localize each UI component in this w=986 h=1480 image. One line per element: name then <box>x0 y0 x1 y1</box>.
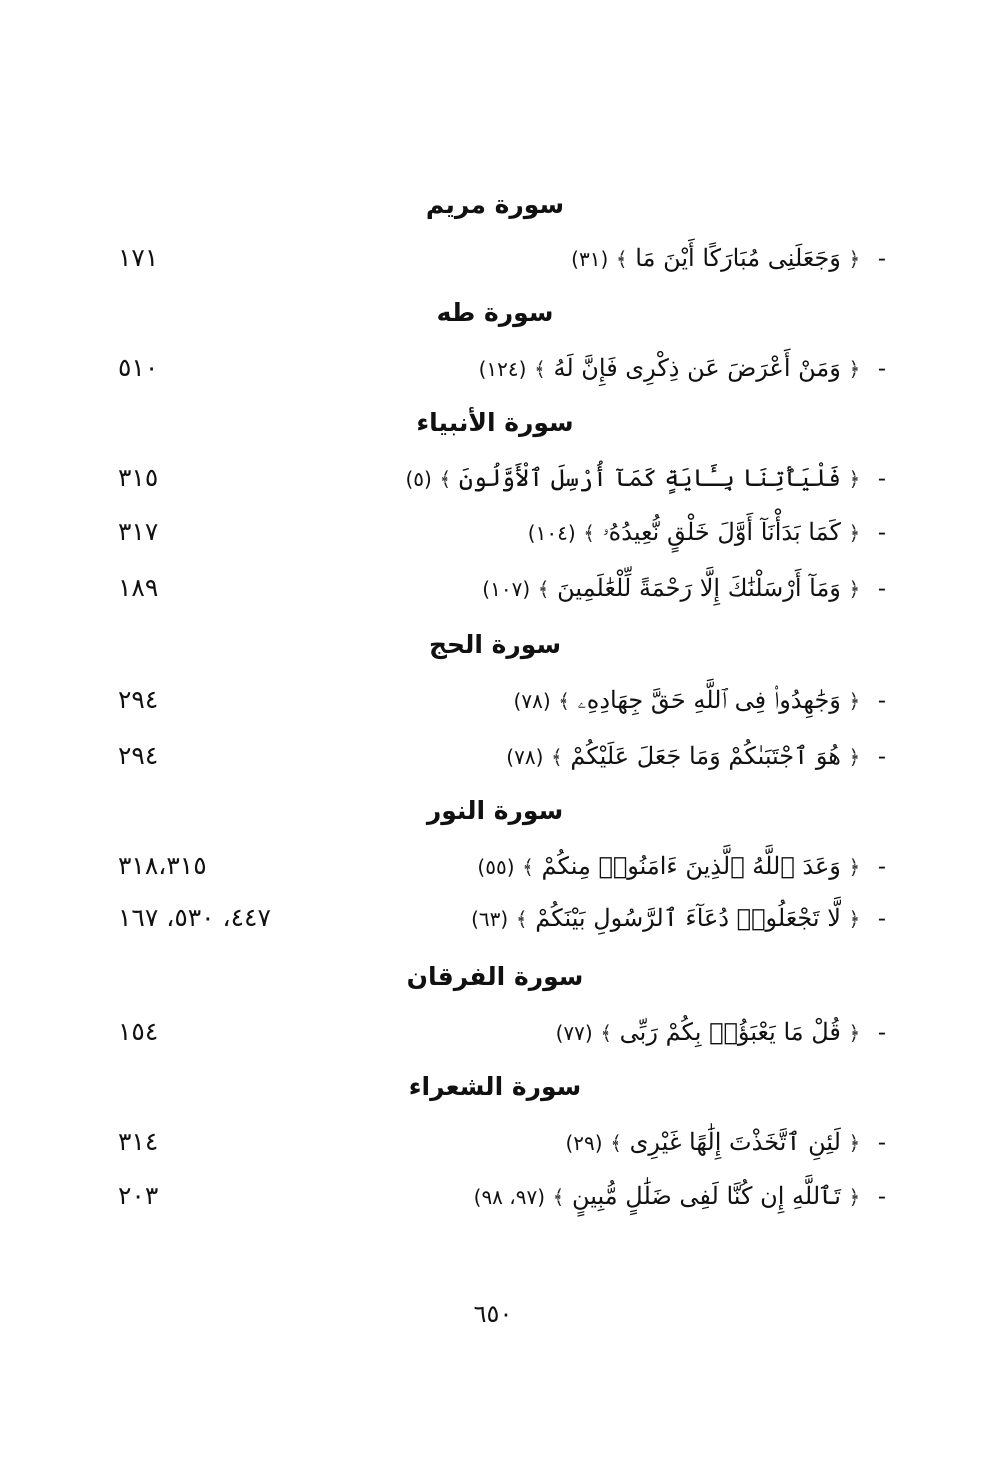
index-entry <box>100 510 886 554</box>
verse-quote <box>479 346 886 391</box>
section-heading-anbiya: سورة الأنبياء <box>416 408 574 437</box>
index-entry <box>100 896 886 940</box>
open-bracket-ornament: ﴿ <box>848 247 861 271</box>
ayah-number: (١٠٧) <box>482 577 531 601</box>
page-references: ١٥٤ <box>118 1017 159 1046</box>
verse-quote <box>565 1120 886 1165</box>
page-number: ٦٥٠ <box>473 1300 513 1328</box>
open-bracket-ornament: ﴿ <box>848 357 861 381</box>
verse-text: لَئِنِ ٱتَّخَذْتَ إِلَٰهًا غَيْرِى <box>629 1128 841 1156</box>
close-bracket-ornament: ﴾ <box>551 745 563 769</box>
verse-text: قُلْ مَا يَعْبَؤُا۟ بِكُمْ رَبِّى <box>619 1018 841 1046</box>
section-heading-furqan: سورة الفرقان <box>406 962 584 991</box>
verse-quote <box>514 678 886 723</box>
page-references: ٢٩٤ <box>118 685 159 714</box>
page-references: ٢٩٤ <box>118 741 159 770</box>
index-entry <box>100 734 886 778</box>
index-entry <box>100 566 886 610</box>
index-entry <box>100 1174 886 1218</box>
open-bracket-ornament: ﴿ <box>848 1185 861 1209</box>
list-dash: - <box>877 574 886 602</box>
verse-quote <box>471 896 886 941</box>
index-entry <box>100 1120 886 1164</box>
open-bracket-ornament: ﴿ <box>848 521 861 545</box>
open-bracket-ornament: ﴿ <box>848 907 861 931</box>
verse-quote <box>474 1174 886 1219</box>
close-bracket-ornament: ﴾ <box>534 357 546 381</box>
section-heading-taha: سورة طه <box>436 298 554 327</box>
verse-quote <box>477 844 886 889</box>
ayah-number: (٢٩) <box>565 1131 603 1155</box>
close-bracket-ornament: ﴾ <box>558 689 571 713</box>
open-bracket-ornament: ﴿ <box>848 577 861 601</box>
open-bracket-ornament: ﴿ <box>848 745 861 769</box>
page-references: ٢٠٣ <box>118 1181 159 1210</box>
close-bracket-ornament: ﴾ <box>439 467 452 491</box>
verse-quote <box>571 236 886 281</box>
close-bracket-ornament: ﴾ <box>610 1131 622 1155</box>
list-dash: - <box>877 464 886 492</box>
close-bracket-ornament: ﴾ <box>615 247 628 271</box>
verse-quote <box>528 510 886 555</box>
section-heading-nur: سورة النور <box>426 796 564 825</box>
page-references: ٣١٧ <box>118 517 159 546</box>
ayah-number: (٥٥) <box>477 855 515 879</box>
page-references: ٣١٤ <box>118 1127 159 1156</box>
index-entry <box>100 456 886 500</box>
verse-quote <box>405 456 886 501</box>
open-bracket-ornament: ﴿ <box>848 1021 861 1045</box>
list-dash: - <box>877 1018 886 1046</box>
close-bracket-ornament: ﴾ <box>552 1185 565 1209</box>
index-entry <box>100 678 886 722</box>
verse-text: وَعَدَ ٱللَّهُ ٱلَّذِينَ ءَامَنُوا۟ مِنكُمْ <box>541 852 841 880</box>
ayah-number: (٧٨) <box>506 745 544 769</box>
verse-text: لَّا تَجْعَلُوا۟ دُعَآءَ ٱلرَّسُولِ بَيْنَكُمْ <box>535 904 841 932</box>
list-dash: - <box>877 852 886 880</box>
verse-quote <box>482 566 886 611</box>
list-dash: - <box>877 244 886 272</box>
verse-quote <box>506 734 886 779</box>
verse-quote <box>556 1010 886 1055</box>
list-dash: - <box>877 686 886 714</box>
ayah-number: (٦٣) <box>471 907 509 931</box>
close-bracket-ornament: ﴾ <box>583 521 596 545</box>
section-heading-shuara: سورة الشعراء <box>408 1072 582 1101</box>
index-entry <box>100 236 886 280</box>
page-references: ١٨٩ <box>118 573 159 602</box>
open-bracket-ornament: ﴿ <box>848 689 861 713</box>
verse-text: تَٱللَّهِ إِن كُنَّا لَفِى ضَلَٰلٍ مُّبِينٍ <box>572 1182 841 1210</box>
list-dash: - <box>877 354 886 382</box>
open-bracket-ornament: ﴿ <box>848 1131 861 1155</box>
index-entry <box>100 844 886 888</box>
open-bracket-ornament: ﴿ <box>848 855 861 879</box>
ayah-number: (٧٧) <box>555 1021 593 1045</box>
list-dash: - <box>877 518 886 546</box>
page-references: ٤٤٧، ٥٣٠، ١٦٧ <box>118 903 271 932</box>
verse-text: وَجَٰهِدُوا۟ فِى ٱللَّهِ حَقَّ جِهَادِهِۦ <box>577 686 841 714</box>
open-bracket-ornament: ﴿ <box>848 467 861 491</box>
page-references: ٣١٨،٣١٥ <box>118 851 207 880</box>
ayah-number: (٧٨) <box>513 689 551 713</box>
verse-text: وَجَعَلَنِى مُبَارَكًا أَيْنَ مَا <box>635 244 841 272</box>
close-bracket-ornament: ﴾ <box>522 855 534 879</box>
ayah-number: (٩٧، ٩٨) <box>473 1185 546 1209</box>
close-bracket-ornament: ﴾ <box>600 1021 613 1045</box>
close-bracket-ornament: ﴾ <box>515 907 528 931</box>
page-references: ٥١٠ <box>118 353 159 382</box>
verse-text: هُوَ ٱجْتَبَىٰكُمْ وَمَا جَعَلَ عَلَيْكُمْ <box>570 742 841 770</box>
verse-text: فَلْيَأْتِنَا بِـَٔايَةٍ كَمَآ أُرْسِلَ ٱلْأَوَّلُونَ <box>458 464 841 492</box>
ayah-number: (٣١) <box>571 247 609 271</box>
list-dash: - <box>877 1128 886 1156</box>
section-heading-hajj: سورة الحج <box>428 630 562 659</box>
index-entry <box>100 346 886 390</box>
index-entry <box>100 1010 886 1054</box>
verse-text: وَمَنْ أَعْرَضَ عَن ذِكْرِى فَإِنَّ لَهُ <box>553 354 841 382</box>
list-dash: - <box>877 1182 886 1210</box>
ayah-number: (١٢٤) <box>478 357 527 381</box>
list-dash: - <box>877 904 886 932</box>
list-dash: - <box>877 742 886 770</box>
ayah-number: (١٠٤) <box>527 521 576 545</box>
verse-text: كَمَا بَدَأْنَآ أَوَّلَ خَلْقٍ نُّعِيدُهُۥ <box>602 518 841 546</box>
page-references: ١٧١ <box>118 243 159 272</box>
page-references: ٣١٥ <box>118 463 159 492</box>
verse-text: وَمَآ أَرْسَلْنَٰكَ إِلَّا رَحْمَةً لِّلْعَٰلَمِينَ <box>557 574 841 602</box>
section-heading-maryam: سورة مريم <box>425 190 565 219</box>
ayah-number: (٥) <box>405 467 432 491</box>
close-bracket-ornament: ﴾ <box>537 577 550 601</box>
